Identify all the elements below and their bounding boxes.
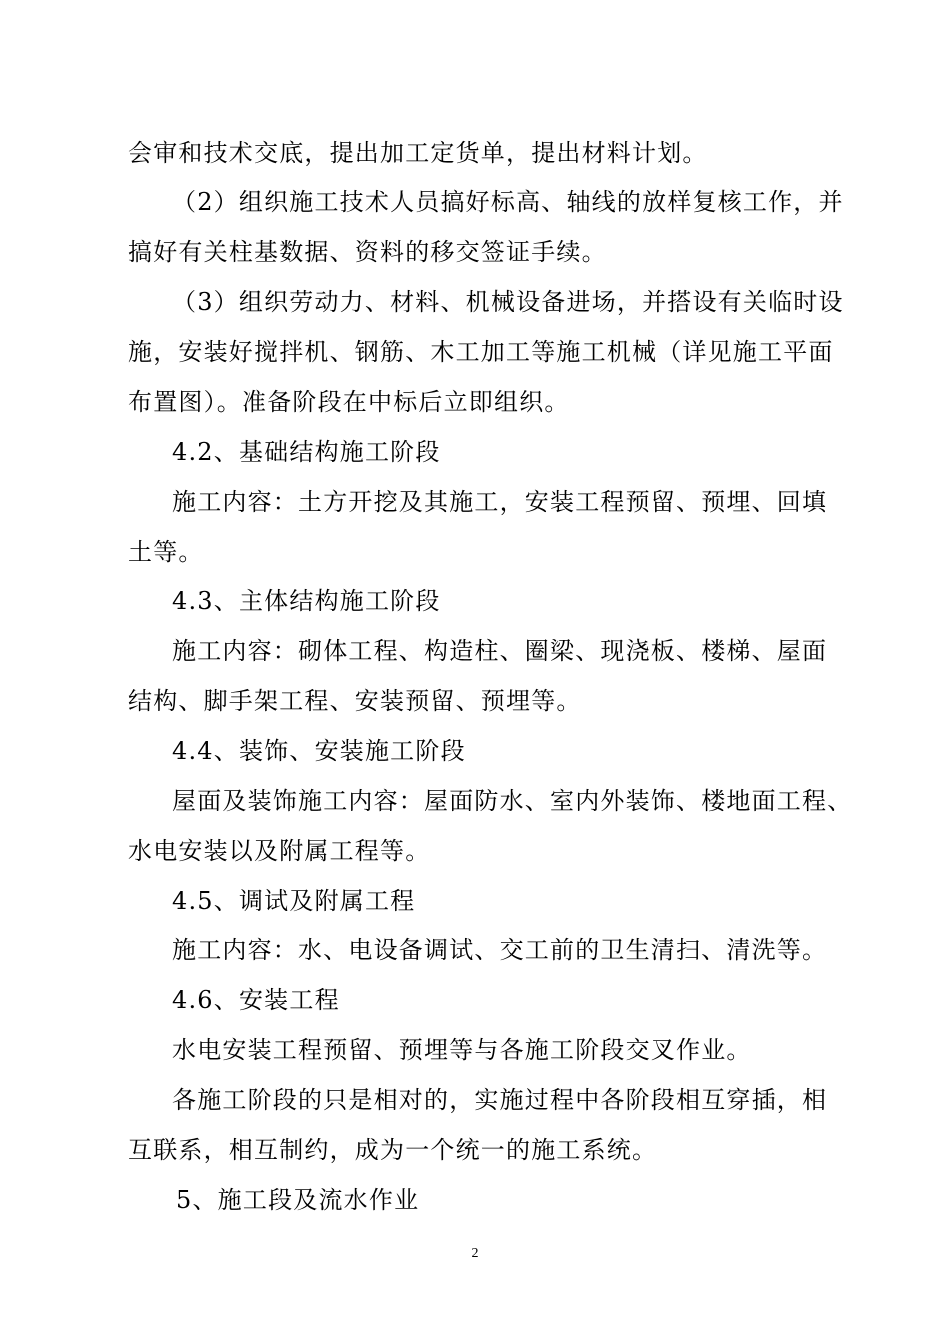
page-number: 2	[471, 1246, 479, 1261]
paragraph-line: 会审和技术交底，提出加工定货单，提出材料计划。	[128, 139, 708, 167]
paragraph-line: 施，安装好搅拌机、钢筋、木工加工等施工机械（详见施工平面	[128, 338, 834, 366]
paragraph-line: 各施工阶段的只是相对的，实施过程中各阶段相互穿插，相	[172, 1086, 828, 1114]
section-heading: 4.3、主体结构施工阶段	[172, 587, 441, 615]
section-heading: 4.6、安装工程	[172, 986, 340, 1014]
paragraph-line: 施工内容：砌体工程、构造柱、圈梁、现浇板、楼梯、屋面	[172, 637, 828, 665]
paragraph-line: 结构、脚手架工程、安装预留、预埋等。	[128, 687, 582, 715]
paragraph-line: 搞好有关柱基数据、资料的移交签证手续。	[128, 238, 607, 266]
paragraph-line: （3）组织劳动力、材料、机械设备进场，并搭设有关临时设	[172, 288, 844, 316]
paragraph-line: 水电安装以及附属工程等。	[128, 837, 431, 865]
paragraph-line: 施工内容：水、电设备调试、交工前的卫生清扫、清洗等。	[172, 936, 828, 964]
paragraph-line: 水电安装工程预留、预埋等与各施工阶段交叉作业。	[172, 1036, 752, 1064]
paragraph-line: 土等。	[128, 538, 204, 566]
section-heading: 4.4、装饰、安装施工阶段	[172, 737, 466, 765]
paragraph-line: 施工内容：土方开挖及其施工，安装工程预留、预埋、回填	[172, 488, 828, 516]
section-heading: 4.2、基础结构施工阶段	[172, 438, 441, 466]
paragraph-line: 布置图）。准备阶段在中标后立即组织。	[128, 388, 570, 416]
paragraph-line: （2）组织施工技术人员搞好标高、轴线的放样复核工作，并	[172, 188, 844, 216]
paragraph-line: 屋面及装饰施工内容：屋面防水、室内外装饰、楼地面工程、	[172, 787, 853, 815]
paragraph-line: 互联系，相互制约，成为一个统一的施工系统。	[128, 1136, 658, 1164]
section-heading: 4.5、调试及附属工程	[172, 887, 416, 915]
section-heading: 5、施工段及流水作业	[176, 1186, 420, 1214]
